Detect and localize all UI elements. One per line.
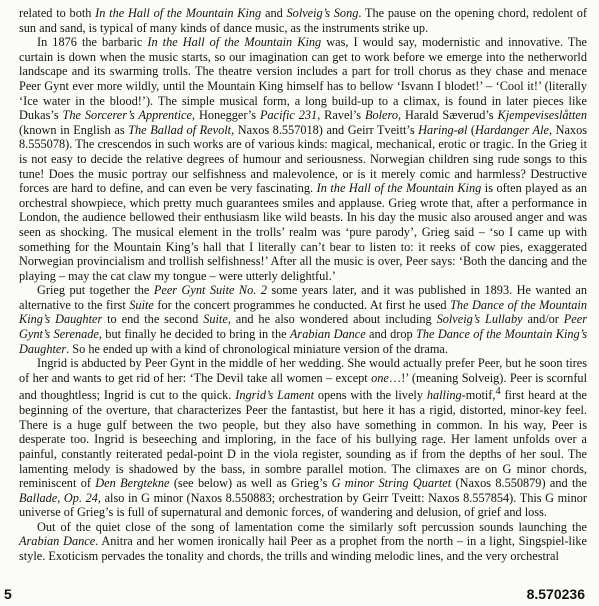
page-number: 5 [4,586,12,602]
paragraph: Grieg put together the Peer Gynt Suite No. 2 some years later, and it was published in 1893. He wanted an alternative to the first Suite for the concert programmes he conducted. At first he used The Dance of the Mountain King’s Daughter to end the second Suite, and he also wondered about including Solveig’s Lullaby and/or Peer Gynt’s Serenade, but finally he decided to bring in the Arabian Dance and drop The Dance of the Mountain King’s Daughter. So he ended up with a kind of chronological miniature version of the drama. [19,283,587,356]
catalogue-number: 8.570236 [526,586,585,602]
body-text [19,6,587,564]
page-footer [4,586,585,602]
paragraph: related to both In the Hall of the Mountain King and Solveig’s Song. The pause on the opening chord, redolent of sun and sand, is typical of many kinds of dance music, as the instruments strike up. [19,6,587,35]
paragraph: In 1876 the barbaric In the Hall of the Mountain King was, I would say, modernistic and innovative. The curtain is down when the music starts, so our imagination can get to work before we emerge into the netherworld landscape and its swarming trolls. The theatre version includes a part for troll chorus as they chase and menace Peer Gynt ever more wildly, until the Mountain King himself has to bellow ‘Isvann I blodet!’ – ‘Cool it!’ (literally ‘Ice water in the blood!’). The simple musical form, a long build-up to a climax, is found in later pieces like Dukas’s The Sorcerer’s Apprentice, Honegger’s Pacific 231, Ravel’s Bolero, Harald Sæverud’s Kjempeviseslåtten (known in English as The Ballad of Revolt, Naxos 8.557018) and Geirr Tveitt’s Haring-øl (Hardanger Ale, Naxos 8.555078). The crescendos in such works are of various kinds: magical, mechanical, erotic or tragic. In the Grieg it is not easy to decide the relative degrees of humour and seriousness. Norwegian children sing rude songs to this tune! Does the music portray our selfishness and malevolence, or is it merely comic and harmless? Destructive forces are hard to define, and can even be very fascinating. In the Hall of the Mountain King is often played as an orchestral showpiece, which pretty much guarantees smiles and applause. Grieg wrote that, after a performance in London, the audience bellowed their enthusiasm like wild beasts. In his day the music also aroused anger and was seen as shocking. The musical element in the trolls’ realm was ‘pure parody’, Grieg said – ‘so I came up with something for the Mountain King’s hall that I literally can’t bear to listen to: it reeks of cow pies, exaggerated Norwegian provincialism and trollish selfishness!’ After all the music is over, Peer says: ‘Both the dancing and the playing – may the cat claw my tongue – were utterly delightful.’ [19,35,588,283]
paragraph: Ingrid is abducted by Peer Gynt in the middle of her wedding. She would actually prefer Peer, but he soon tires of her and wants to get rid of her: ‘The Devil take all women – except one…!’ (meaning Solveig). Peer is scornful and thoughtless; Ingrid is cut to the quick. Ingrid’s Lament opens with the lively halling-motif,$^4$ first heard at the beginning of the overture, that characterizes Peer the fantastist, but here it has a rigid, distorted, minor-key feel. There is a huge gulf between the two people, but they also have something in common. In his way, Peer is desperate too. Ingrid is beseeching and imploring, in the face of his bullying rage. Her lament unfolds over a painful, constantly reiterated pedal-point D in the viola register, sounding as if from the depths of her soul. The lamenting melody is shadowed by the bass, in sombre parallel motion. The climaxes are on G minor chords, reminiscent of Den Bergtekne (see below) as well as Grieg’s G minor String Quartet (Naxos 8.550879) and the Ballade, Op. 24, also in G minor (Naxos 8.550883; orchestration by Geirr Tveitt: Naxos 8.557854). This G minor universe of Grieg’s is full of supernatural and demonic forces, of wandering and delusion, of grief and loss. [19,356,587,520]
paragraph: Out of the quiet close of the song of lamentation come the similarly soft percussion sounds launching the Arabian Dance. Anitra and her women ironically hail Peer as a prophet from the north – in a light, Singspiel-like style. Exoticism pervades the tonality and chords, the trills and winding melodic lines, and the very orchestral [19,519,587,564]
